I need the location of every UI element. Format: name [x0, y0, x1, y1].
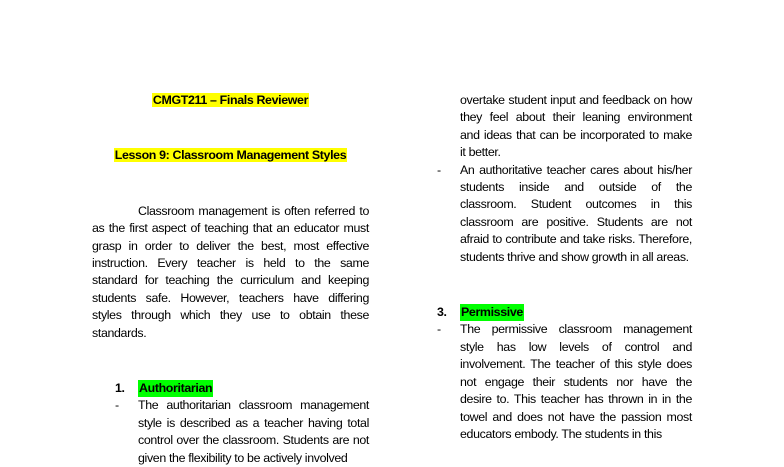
bullet-text: The permissive classroom management style has low levels of control and involvement. The teacher of this style does not engage their students nor have the desire to. This teacher has thrown in in the towel and does not have the passion most educators embody. The students in this [460, 322, 692, 441]
list-item [92, 397, 369, 467]
document-title: CMGT211 – Finals Reviewer [152, 93, 309, 107]
section-heading-authoritarian [92, 380, 369, 397]
lesson-heading: Lesson 9: Classroom Management Styles [114, 148, 347, 163]
lesson-line [92, 147, 369, 164]
bullet-dash: - [115, 398, 119, 413]
list-item [437, 162, 692, 266]
bullet-text: An authoritative teacher cares about his/her students inside and outside of the classroom. Student outcomes in this classroom are positive. Students are not afraid to contribute and take risks. Therefore, students thrive and show growth in all areas. [460, 162, 692, 264]
right-column [437, 92, 692, 443]
bullet-dash: - [437, 162, 441, 177]
intro-paragraph: Classroom management is often referred to as the first aspect of teaching that an educator must grasp in order to deliver the best, most effective instruction. Every teacher is held to the same standard for teaching the curriculum and keeping students safe. However, teachers have differing styles through which they use to obtain these standards. [92, 203, 369, 340]
section-title: Authoritarian [138, 380, 213, 397]
continued-text: overtake student input and feedback on how they feel about their leaning environment and ideas that can be incorporated to make it better. [460, 93, 692, 160]
section-title: Permissive [460, 304, 524, 321]
bullet-text: The authoritarian classroom management style is described as a teacher having total control over the classroom. Students are not given the flexibility to be actively involved [138, 398, 369, 465]
bullet-dash: - [437, 322, 441, 337]
title-line [92, 92, 369, 109]
left-column [92, 92, 369, 467]
list-item [437, 321, 692, 443]
section-number: 1. [115, 381, 125, 396]
section-number: 3. [437, 305, 447, 320]
section-heading-permissive [437, 304, 692, 321]
